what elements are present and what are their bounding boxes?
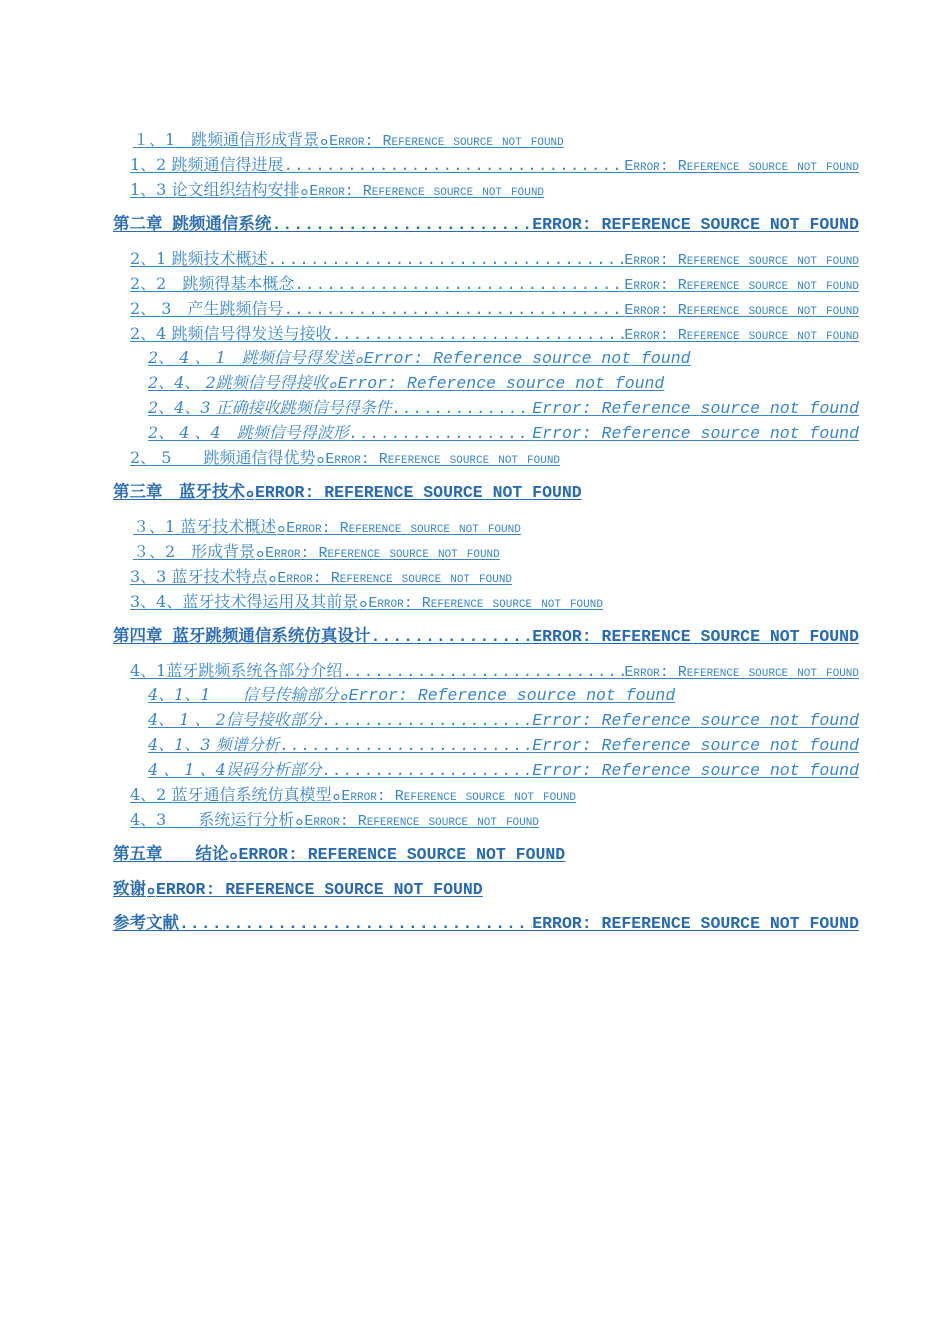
toc-entry-page-ref: Error: Reference source not found: [624, 277, 859, 294]
toc-entry[interactable]: [113, 478, 859, 503]
toc-entry-title: 4 、 1 、4误码分析部分: [148, 760, 322, 779]
field-marker-icon: ๐: [354, 352, 363, 367]
toc-entry-page-ref: Error: Reference source not found: [532, 711, 859, 730]
toc-entry-title: 4、2 蓝牙通信系统仿真模型: [130, 785, 332, 804]
toc-entry-page-ref: Error: Reference source not found: [532, 424, 859, 443]
toc-leader-dots: [280, 737, 533, 755]
toc-entry[interactable]: [130, 296, 859, 319]
toc-entry-page-ref: Error: Reference source not found: [368, 595, 603, 612]
toc-entry-page-ref: Error: Reference source not found: [325, 451, 561, 468]
toc-entry[interactable]: [133, 539, 862, 563]
toc-leader-dots: [283, 157, 624, 175]
toc-entry[interactable]: [148, 757, 859, 780]
field-marker-icon: ๐: [277, 521, 286, 536]
toc-entry-page-ref: ERROR: REFERENCE SOURCE NOT FOUND: [254, 483, 582, 502]
toc-entry-page-ref: ERROR: REFERENCE SOURCE NOT FOUND: [532, 627, 859, 646]
toc-entry[interactable]: [113, 210, 859, 234]
toc-entry-page-ref: Error: Reference source not found: [532, 761, 859, 780]
toc-leader-dots: [179, 914, 532, 933]
toc-entry-title: 2、1 跳频技术概述: [130, 249, 268, 268]
field-marker-icon: ๐: [147, 883, 155, 898]
toc-entry-page-ref: ERROR: REFERENCE SOURCE NOT FOUND: [155, 880, 483, 899]
toc-entry-title: 致谢: [113, 879, 146, 898]
toc-leader-dots: [322, 712, 532, 730]
toc-entry-page-ref: Error: Reference source not found: [624, 252, 859, 269]
toc-entry-page-ref: Error: Reference source not found: [532, 736, 859, 755]
toc-leader-dots: [349, 425, 533, 443]
toc-entry-title: 2、4、 2跳频信号得接收: [148, 373, 328, 392]
toc-entry[interactable]: [113, 909, 859, 933]
toc-entry-title: 4、 1 、 2信号接收部分: [148, 710, 322, 729]
toc-entry[interactable]: [148, 682, 859, 706]
toc-entry-page-ref: ERROR: REFERENCE SOURCE NOT FOUND: [532, 215, 859, 234]
field-marker-icon: ๐: [359, 596, 368, 611]
toc-entry[interactable]: [148, 370, 859, 394]
toc-entry-title: 4、1蓝牙跳频系统各部分介绍: [130, 661, 343, 680]
toc-entry-title: 1、2 跳频通信得进展: [130, 155, 284, 174]
toc-entry[interactable]: [113, 875, 859, 900]
toc-leader-dots: [294, 276, 624, 294]
field-marker-icon: ๐: [300, 184, 309, 199]
field-marker-icon: ๐: [295, 814, 304, 829]
toc-entry-title: 第二章 跳频通信系统: [113, 214, 272, 233]
toc-entry-title: 参考文献: [113, 913, 179, 932]
toc-entry[interactable]: [130, 271, 859, 294]
toc-entry-page-ref: Error: Reference source not found: [624, 158, 859, 175]
toc-entry[interactable]: [130, 589, 859, 613]
toc-entry-title: 2、2 跳频得基本概念: [130, 274, 295, 293]
toc-entry-title: 2、4 跳频信号得发送与接收: [130, 324, 332, 343]
toc-entry-page-ref: Error: Reference source not found: [341, 788, 577, 805]
toc-entry-page-ref: Error: Reference source not found: [277, 570, 513, 587]
toc-entry[interactable]: [113, 840, 859, 865]
toc-entry-title: 第五章 结论: [113, 844, 229, 863]
toc-leader-dots: [322, 762, 532, 780]
toc-entry[interactable]: [148, 707, 859, 730]
toc-entry-title: 4、1、1 信号传输部分: [148, 685, 339, 704]
toc-entry-title: 4、1、3 频谱分析: [148, 735, 280, 754]
toc-entry[interactable]: [130, 782, 859, 806]
toc-entry-page-ref: Error: Reference source not found: [265, 545, 500, 562]
toc-entry-title: １、1 跳频通信形成背景: [133, 130, 320, 149]
toc-leader-dots: [370, 627, 532, 646]
field-marker-icon: ๐: [339, 689, 348, 704]
toc-entry-title: 2、 4 、4 跳频信号得波形: [148, 423, 349, 442]
toc-entry[interactable]: [130, 658, 859, 681]
toc-entry-page-ref: Error: Reference source not found: [286, 520, 521, 537]
toc-entry[interactable]: [148, 420, 859, 443]
toc-entry-title: 4、3 系统运行分析: [130, 810, 295, 829]
toc-entry-page-ref: ERROR: REFERENCE SOURCE NOT FOUND: [532, 914, 859, 933]
toc-entry-page-ref: Error: Reference source not found: [337, 374, 665, 393]
field-marker-icon: ๐: [256, 546, 265, 561]
toc-entry[interactable]: [133, 514, 862, 538]
toc-entry[interactable]: [130, 177, 859, 201]
toc-entry-title: 2、 3 产生跳频信号: [130, 299, 284, 318]
toc-leader-dots: [331, 326, 624, 344]
toc-entry[interactable]: [130, 246, 859, 269]
toc-entry[interactable]: [130, 564, 859, 588]
toc-entry-page-ref: Error: Reference source not found: [624, 664, 859, 681]
toc-entry-page-ref: Error: Reference source not found: [624, 302, 859, 319]
toc-leader-dots: [342, 663, 624, 681]
toc-entry-page-ref: Error: Reference source not found: [363, 349, 691, 368]
field-marker-icon: ๐: [332, 789, 341, 804]
toc-entry-title: ３、2 形成背景: [133, 542, 256, 561]
toc-leader-dots: [271, 215, 532, 234]
toc-entry[interactable]: [133, 127, 862, 151]
toc-entry-title: 3、3 蓝牙技术特点: [130, 567, 268, 586]
field-marker-icon: ๐: [246, 486, 254, 501]
toc-entry-page-ref: Error: Reference source not found: [309, 183, 545, 200]
toc-entry-page-ref: Error: Reference source not found: [624, 327, 859, 344]
toc-entry[interactable]: [148, 395, 859, 418]
toc-entry[interactable]: [148, 345, 859, 369]
toc-leader-dots: [392, 400, 533, 418]
toc-leader-dots: [283, 301, 624, 319]
toc-entry-page-ref: Error: Reference source not found: [348, 686, 676, 705]
toc-leader-dots: [267, 251, 624, 269]
toc-entry[interactable]: [113, 622, 859, 646]
field-marker-icon: ๐: [316, 452, 325, 467]
toc-entry[interactable]: [130, 445, 859, 469]
toc-entry-title: 3、4、蓝牙技术得运用及其前景: [130, 592, 359, 611]
toc-entry-title: 2、 4 、 1 跳频信号得发送: [148, 348, 354, 367]
toc-entry[interactable]: [130, 152, 859, 175]
toc-entry-page-ref: Error: Reference source not found: [304, 813, 539, 830]
field-marker-icon: ๐: [229, 848, 238, 863]
toc-entry[interactable]: [130, 807, 859, 831]
toc-entry-page-ref: ERROR: REFERENCE SOURCE NOT FOUND: [238, 845, 566, 864]
toc-entry-title: 1、3 论文组织结构安排: [130, 180, 300, 199]
toc-entry[interactable]: [130, 321, 859, 344]
toc-entry-title: 第四章 蓝牙跳频通信系统仿真设计: [113, 626, 371, 645]
toc-entry-title: 2、4、3 正确接收跳频信号得条件: [148, 398, 392, 417]
toc-entry-title: ３、1 蓝牙技术概述: [133, 517, 277, 536]
toc-entry-title: 第三章 蓝牙技术: [113, 482, 245, 501]
toc-entry-page-ref: Error: Reference source not found: [329, 133, 564, 150]
field-marker-icon: ๐: [320, 134, 329, 149]
field-marker-icon: ๐: [268, 571, 277, 586]
toc-entry-page-ref: Error: Reference source not found: [532, 399, 859, 418]
toc-entry-title: 2、 5 跳频通信得优势: [130, 448, 316, 467]
field-marker-icon: ๐: [328, 377, 337, 392]
toc-entry[interactable]: [148, 732, 859, 755]
